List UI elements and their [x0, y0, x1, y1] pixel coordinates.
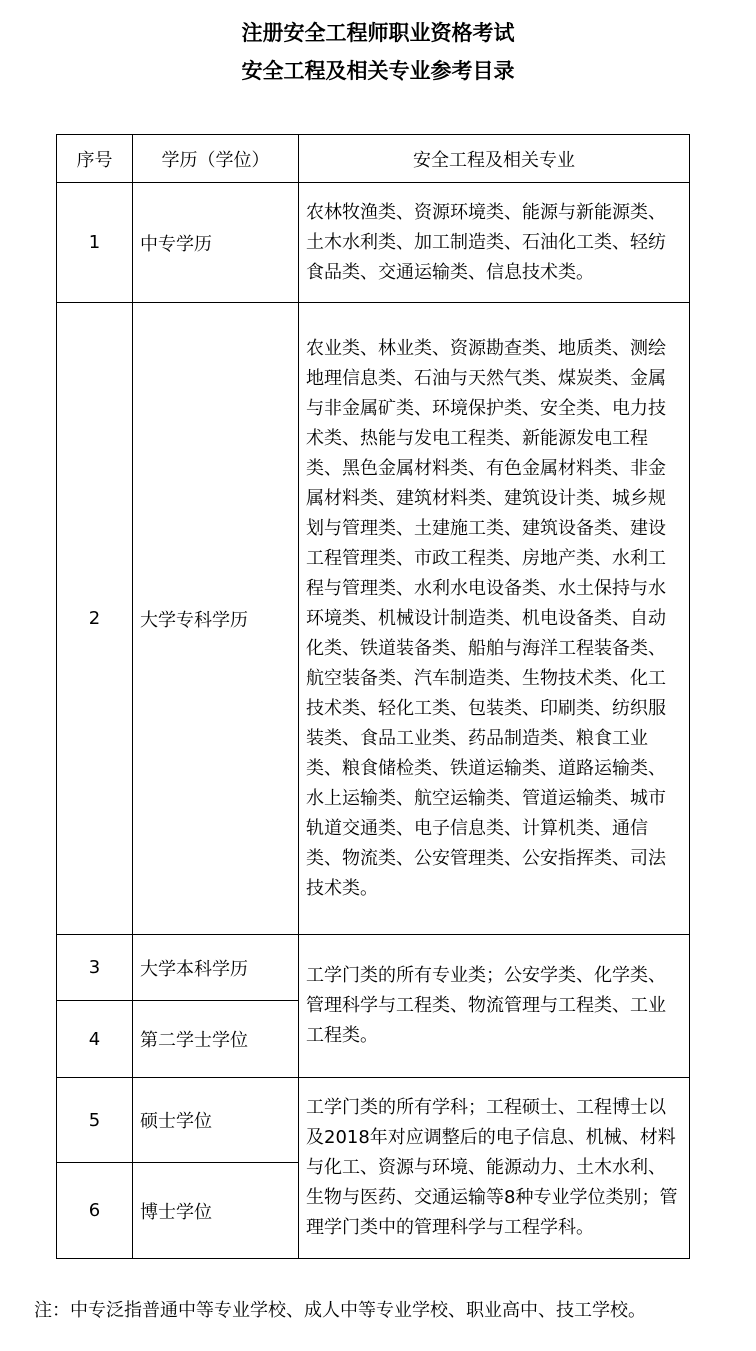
- table-row: [57, 303, 690, 935]
- row-seq: 2: [57, 303, 133, 935]
- header-degree: 学历（学位）: [133, 135, 299, 183]
- row-seq: 4: [57, 1001, 133, 1078]
- row-degree: 第二学士学位: [133, 1001, 299, 1078]
- title-line-1: 注册安全工程师职业资格考试: [241, 21, 515, 45]
- merged-majors-graduate: 工学门类的所有学科；工程硕士、工程博士以及2018年对应调整后的电子信息、机械、材料与化工、资源与环境、能源动力、土木水利、生物与医药、交通运输等8种专业学位类别；管理学门类中的管理科学与工程学科。: [299, 1078, 690, 1259]
- table-row: [57, 935, 690, 1001]
- majors-table: [56, 134, 690, 1259]
- title-line-2: 安全工程及相关专业参考目录: [241, 59, 515, 83]
- document-title: [0, 14, 756, 90]
- header-seq: 序号: [57, 135, 133, 183]
- table-header-row: [57, 135, 690, 183]
- row-degree: 大学专科学历: [133, 303, 299, 935]
- footnote: 注：中专泛指普通中等专业学校、成人中等专业学校、职业高中、技工学校。: [34, 1300, 646, 1321]
- row-degree: 博士学位: [133, 1163, 299, 1259]
- row-seq: 1: [57, 183, 133, 303]
- header-majors: 安全工程及相关专业: [299, 135, 690, 183]
- row-degree: 大学本科学历: [133, 935, 299, 1001]
- row-majors: 农业类、林业类、资源勘查类、地质类、测绘地理信息类、石油与天然气类、煤炭类、金属与非金属矿类、环境保护类、安全类、电力技术类、热能与发电工程类、新能源发电工程类、黑色金属材料类、有色金属材料类、非金属材料类、建筑材料类、建筑设计类、城乡规划与管理类、土建施工类、建筑设备类、建设工程管理类、市政工程类、房地产类、水利工程与管理类、水利水电设备类、水土保持与水环境类、机械设计制造类、机电设备类、自动化类、铁道装备类、船舶与海洋工程装备类、航空装备类、汽车制造类、生物技术类、化工技术类、轻化工类、包装类、印刷类、纺织服装类、食品工业类、药品制造类、粮食工业类、粮食储检类、铁道运输类、道路运输类、水上运输类、航空运输类、管道运输类、城市轨道交通类、电子信息类、计算机类、通信类、物流类、公安管理类、公安指挥类、司法技术类。: [299, 303, 690, 935]
- row-majors: 农林牧渔类、资源环境类、能源与新能源类、土木水利类、加工制造类、石油化工类、轻纺食品类、交通运输类、信息技术类。: [299, 183, 690, 303]
- row-degree: 中专学历: [133, 183, 299, 303]
- row-seq: 3: [57, 935, 133, 1001]
- row-seq: 5: [57, 1078, 133, 1163]
- table-row: [57, 183, 690, 303]
- merged-majors-bachelor: 工学门类的所有专业类；公安学类、化学类、管理科学与工程类、物流管理与工程类、工业工程类。: [299, 935, 690, 1078]
- row-degree: 硕士学位: [133, 1078, 299, 1163]
- row-seq: 6: [57, 1163, 133, 1259]
- table-row: [57, 1078, 690, 1163]
